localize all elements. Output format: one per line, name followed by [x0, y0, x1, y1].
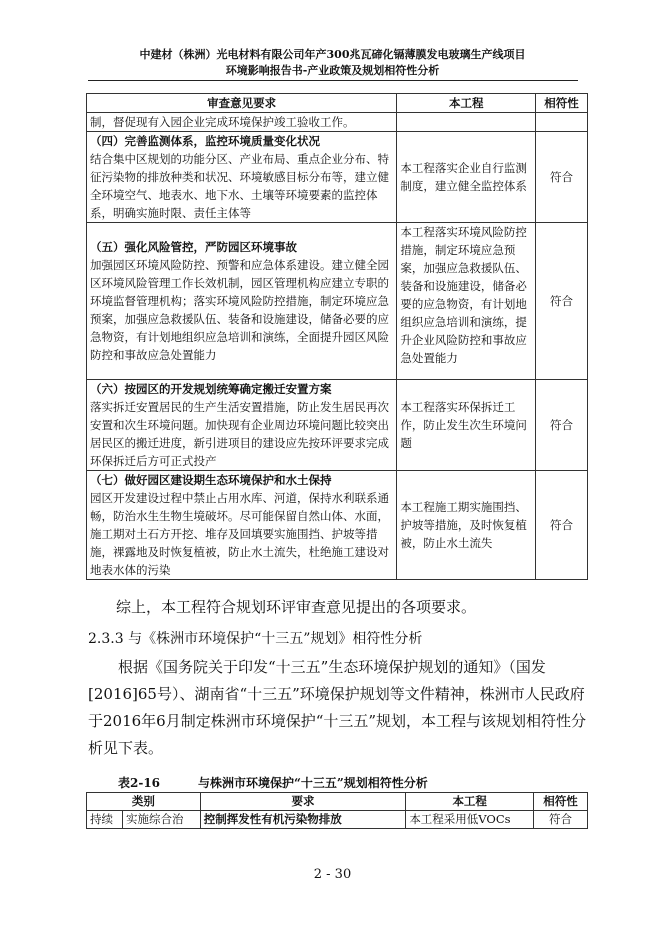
- requirement-cell: 制，督促现有入园企业完成环境保护竣工验收工作。: [87, 113, 397, 132]
- column-header: 本工程: [397, 94, 536, 113]
- table-row: [87, 380, 588, 471]
- header-divider: [88, 80, 578, 81]
- column-header: 本工程: [406, 793, 534, 811]
- compliance-cell: 符合: [536, 223, 588, 380]
- compliance-cell: 符合: [536, 380, 588, 471]
- requirement-text: 结合集中区规划的功能分区、产业布局、重点企业分布、特征污染物的排放种类和状况、环境敏感目标分布等，建立健全环境空气、地表水、地下水、土壤等环境要素的监控体系，明确实施时限、责任主体等: [90, 152, 389, 220]
- requirement-text: 园区开发建设过程中禁止占用水库、河道，保持水利联系通畅，防治水生生物生境破坏。尽可能保留自然山体、水面，施工期对土石方开挖、堆存及回填要实施围挡、护坡等措施，裸露地及时恢复植被，防止水土流失，杜绝施工建设对地表水体的污染: [90, 491, 389, 577]
- requirement-cell: 控制挥发性有机污染物排放: [200, 811, 406, 829]
- requirement-cell: [87, 380, 397, 471]
- table-caption-number: 表2-16: [118, 776, 161, 790]
- requirement-cell: [87, 132, 397, 223]
- document-header-title: 中建材（株洲）光电材料有限公司年产300兆瓦碲化镉薄膜发电玻璃生产线项目: [139, 48, 526, 61]
- column-header: 审查意见要求: [87, 94, 397, 113]
- requirement-cell: [87, 471, 397, 580]
- column-header: 要求: [200, 793, 406, 811]
- document-header-subtitle: 环境影响报告书-产业政策及规划相符性分析: [225, 64, 440, 77]
- compliance-cell: 符合: [536, 471, 588, 580]
- project-cell: 本工程采用低VOCs: [406, 811, 534, 829]
- project-cell: 本工程落实环境风险防控措施，制定环境应急预案，加强应急救援队伍、装备和设施建设，储备必要的应急物资，有计划地组织应急培训和演练，提升企业风险防控和事故应急处置能力: [397, 223, 536, 380]
- section-heading: 2.3.3 与《株洲市环境保护“十三五”规划》相符性分析: [88, 631, 423, 647]
- compliance-cell: 符合: [536, 132, 588, 223]
- body-paragraph: 根据《国务院关于印发“十三五”生态环境保护规划的通知》（国发[2016]65号）、湖南省“十三五”环境保护规划等文件精神，株洲市人民政府于2016年6月制定株洲市环境保护“十三五”规划，本工程与该规划相符性分析见下表。: [88, 658, 587, 757]
- requirement-text: 落实拆迁安置居民的生产生活安置措施，防止发生居民再次安置和次生环境问题。加快现有企业周边环境问题比较突出居民区的搬迁进度，新引进项目的建设应先按环评要求完成环保拆迁后方可正式投产: [90, 400, 389, 468]
- table-header-row: [87, 793, 588, 811]
- table-row: [87, 113, 588, 132]
- review-opinion-table: [86, 93, 588, 580]
- column-header: 类别: [87, 793, 201, 811]
- table-row: [87, 132, 588, 223]
- compliance-cell: [536, 113, 588, 132]
- category-cell: 持续: [87, 811, 123, 829]
- requirement-heading: （四）完善监测体系，监控环境质量变化状况: [90, 134, 320, 148]
- column-header: 相符性: [534, 793, 588, 811]
- conclusion-text: 综上，本工程符合规划环评审查意见提出的各项要求。: [116, 598, 477, 616]
- table-row: [87, 811, 588, 829]
- project-cell: 本工程施工期实施围挡、护坡等措施，及时恢复植被，防止水土流失: [397, 471, 536, 580]
- requirement-cell: [87, 223, 397, 380]
- project-cell: [397, 113, 536, 132]
- table-row: [87, 471, 588, 580]
- column-header: 相符性: [536, 94, 588, 113]
- table-header-row: [87, 94, 588, 113]
- project-cell: 本工程落实环保拆迁工作，防止发生次生环境问题: [397, 380, 536, 471]
- table-caption-title: 与株洲市环境保护“十三五”规划相符性分析: [198, 776, 428, 790]
- project-cell: 本工程落实企业自行监测制度，建立健全监控体系: [397, 132, 536, 223]
- subcategory-cell: 实施综合治: [122, 811, 200, 829]
- table-row: [87, 223, 588, 380]
- compliance-cell: 符合: [534, 811, 588, 829]
- requirement-heading: （六）按园区的开发规划统筹确定搬迁安置方案: [90, 382, 332, 396]
- requirement-text: 加强园区环境风险防控、预警和应急体系建设。建立健全园区环境风险管理工作长效机制，园区管理机构应建立专职的环境监督管理机构；落实环境风险防控措施，制定环境应急预案，加强应急救援队伍、装备和设施建设，储备必要的应急物资，有计划地组织应急培训和演练，全面提升园区风险防控和事故应急处置能力: [90, 258, 389, 362]
- page-number: 2 - 30: [313, 867, 352, 882]
- plan-compliance-table: [86, 792, 588, 829]
- requirement-heading: （五）强化风险管控，严防园区环境事故: [90, 240, 297, 254]
- requirement-heading: （七）做好园区建设期生态环境保护和水土保持: [90, 473, 332, 487]
